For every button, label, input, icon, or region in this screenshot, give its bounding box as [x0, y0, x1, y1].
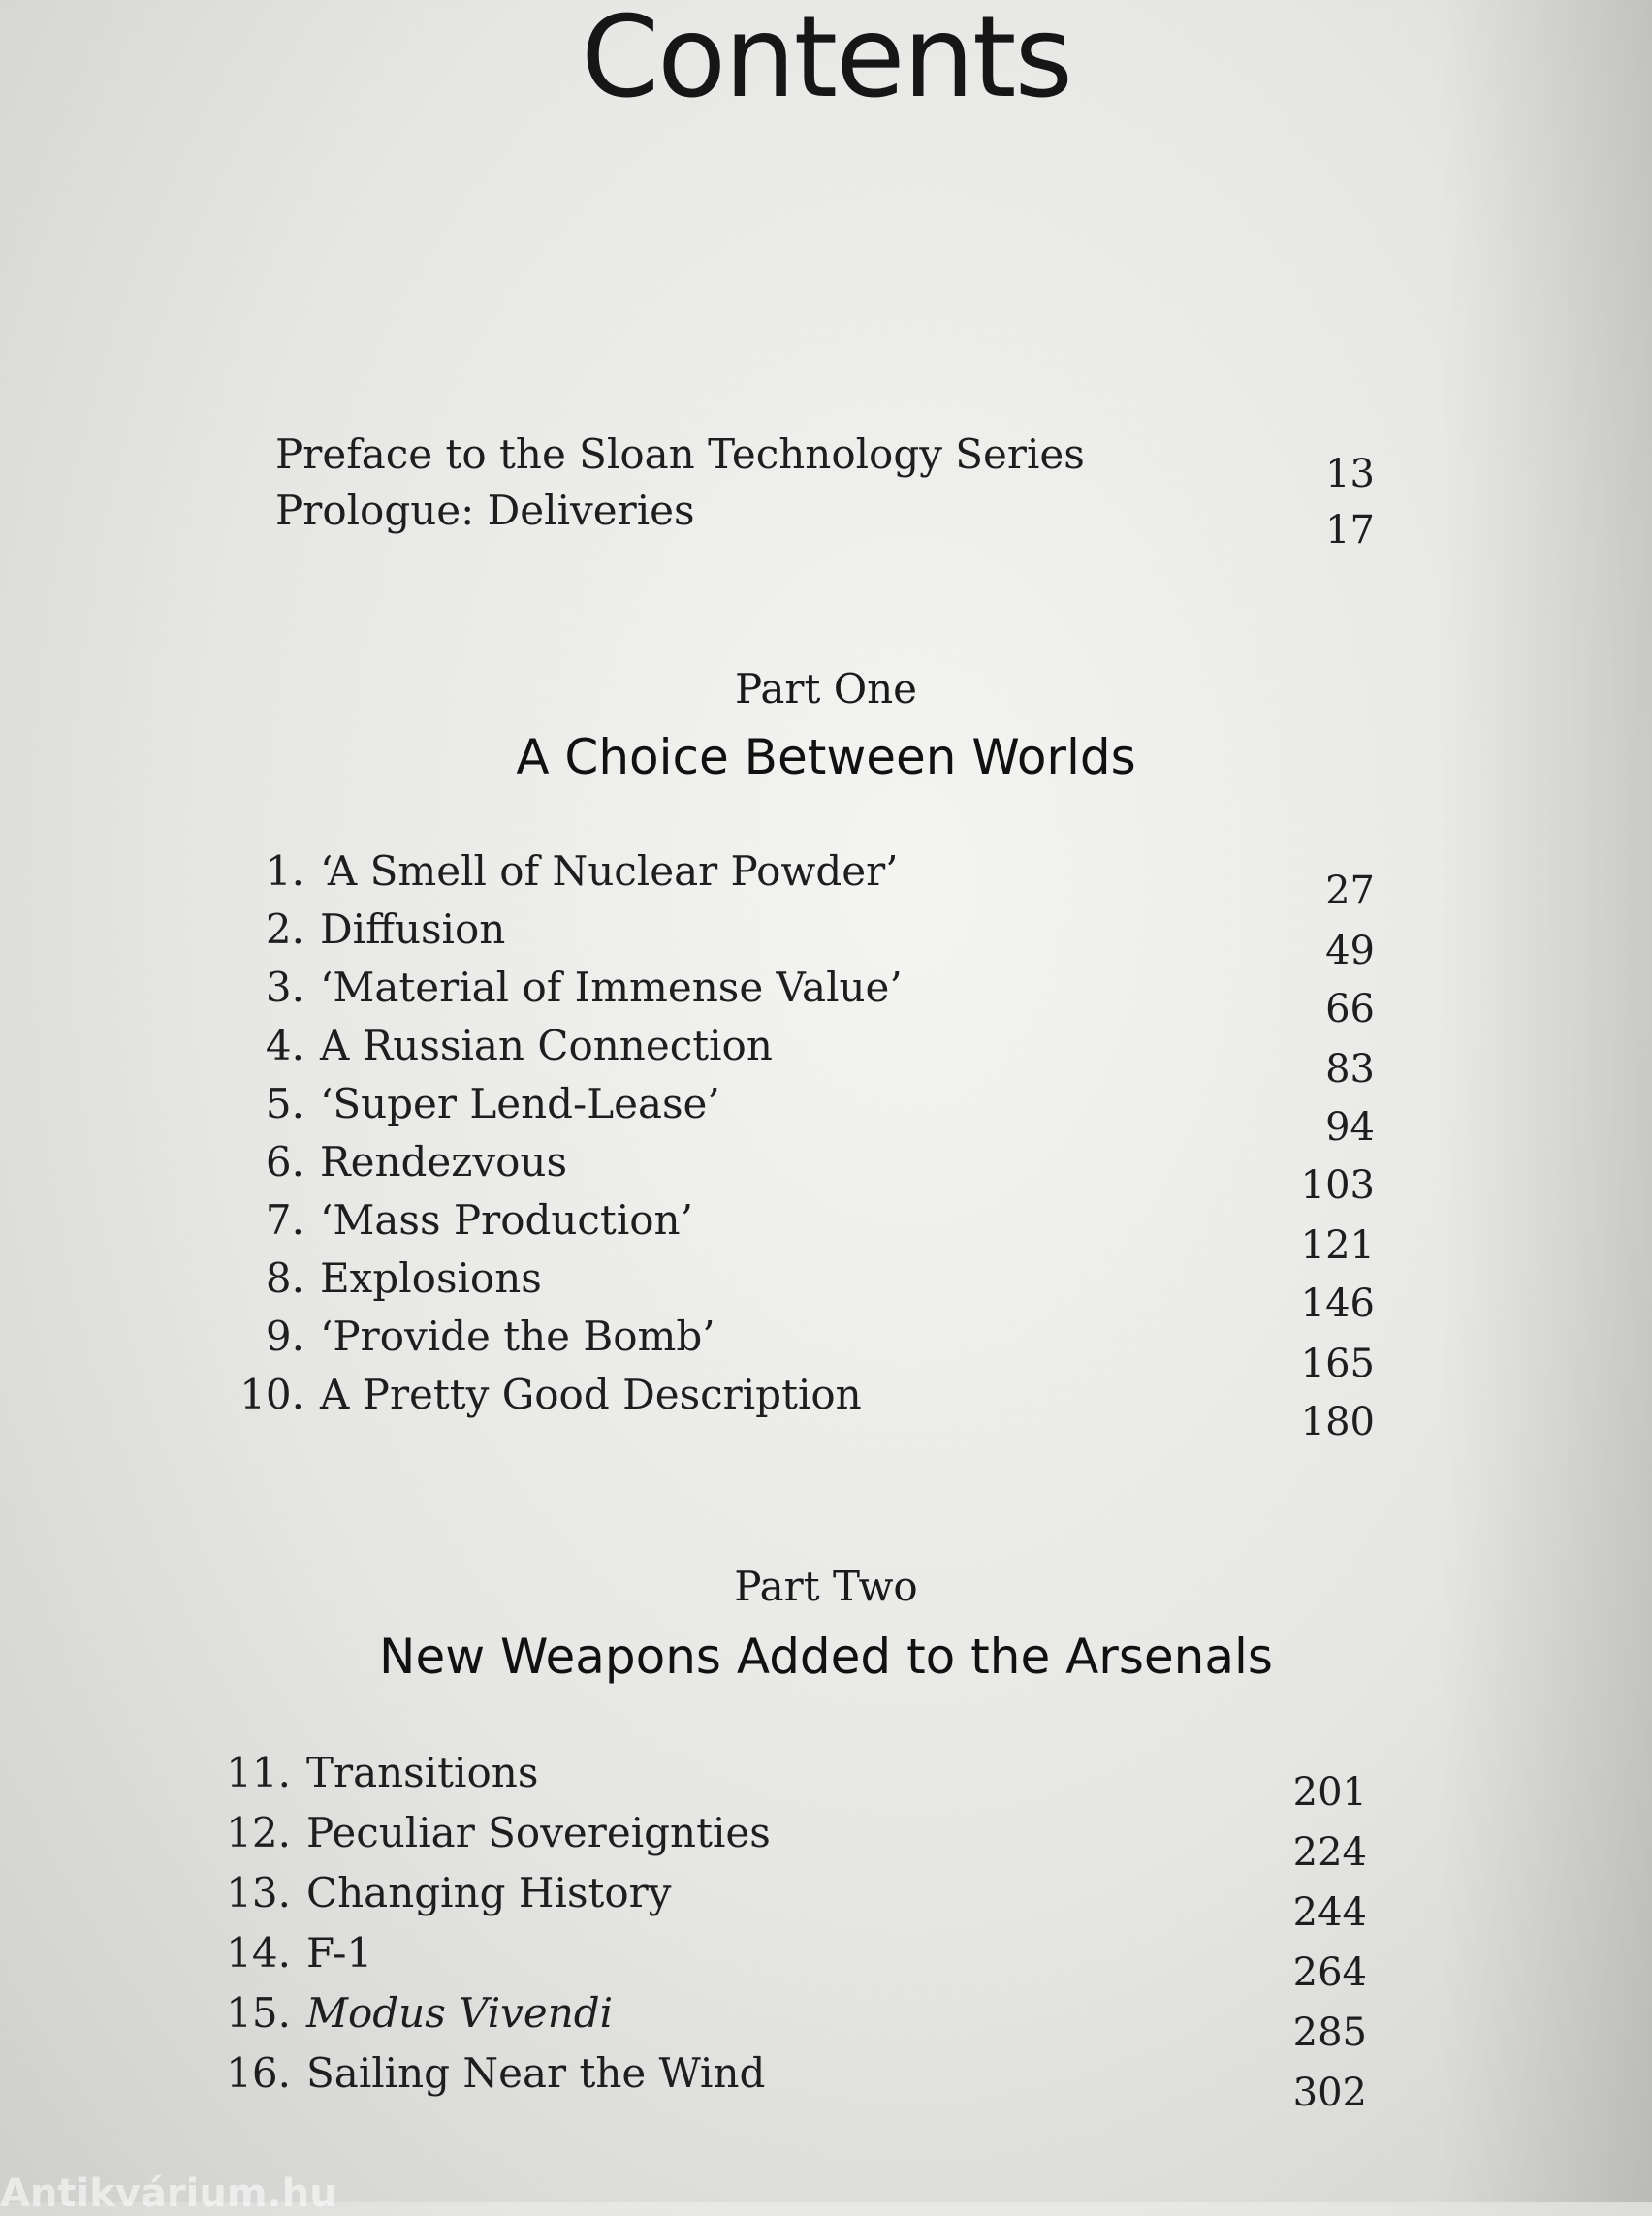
chapter-number: 3.	[265, 964, 304, 1011]
chapter-title: ‘Material of Immense Value’	[320, 964, 903, 1011]
toc-chapter-row	[229, 1080, 720, 1134]
chapter-title: F-1	[306, 1929, 373, 1977]
chapter-title: Changing History	[306, 1869, 672, 1916]
toc-entry-page: 17	[1325, 508, 1375, 553]
chapter-number: 13.	[226, 1869, 291, 1916]
chapter-title: ‘A Smell of Nuclear Powder’	[320, 847, 899, 895]
toc-chapter-row	[229, 1196, 693, 1250]
toc-entry-preface	[275, 430, 1085, 485]
chapter-number: 8.	[265, 1254, 304, 1302]
toc-entry-prologue	[275, 487, 695, 541]
chapter-title: Modus Vivendi	[306, 1989, 614, 2037]
chapter-title: ‘Mass Production’	[320, 1196, 693, 1244]
chapter-page-number: 27	[1325, 869, 1375, 913]
chapter-page-number: 66	[1325, 987, 1375, 1031]
toc-entry-title: Prologue: Deliveries	[275, 487, 695, 534]
part-two-label: Part Two	[734, 1563, 918, 1610]
chapter-number: 9.	[265, 1313, 304, 1360]
chapter-title: Transitions	[306, 1749, 539, 1796]
chapter-title: A Pretty Good Description	[320, 1371, 862, 1418]
toc-chapter-row	[229, 1138, 567, 1192]
chapter-number: 11.	[226, 1749, 291, 1796]
toc-entry-title: Preface to the Sloan Technology Series	[275, 430, 1085, 478]
chapter-page-number: 224	[1292, 1830, 1367, 1875]
chapter-number: 7.	[265, 1196, 304, 1244]
toc-entry-page: 13	[1325, 452, 1375, 496]
chapter-number: 15.	[226, 1989, 291, 2037]
chapter-number: 1.	[265, 847, 304, 895]
chapter-title: Peculiar Sovereignties	[306, 1809, 771, 1856]
chapter-number: 12.	[226, 1809, 291, 1856]
watermark: Antikvárium.hu	[0, 2171, 337, 2216]
chapter-page-number: 264	[1292, 1950, 1367, 1995]
toc-chapter-row	[229, 1022, 773, 1076]
chapter-page-number: 146	[1300, 1282, 1375, 1326]
toc-chapter-row	[229, 1254, 542, 1309]
chapter-page-number: 285	[1292, 2010, 1367, 2055]
chapter-page-number: 165	[1300, 1342, 1375, 1386]
toc-chapter-row	[229, 1313, 715, 1367]
chapter-title: Explosions	[320, 1254, 542, 1302]
chapter-number: 4.	[265, 1022, 304, 1069]
part-one-title: A Choice Between Worlds	[516, 729, 1136, 785]
chapter-title: Diffusion	[320, 905, 506, 953]
chapter-page-number: 94	[1325, 1105, 1375, 1150]
chapter-page-number: 244	[1292, 1890, 1367, 1935]
toc-chapter-row	[229, 1371, 862, 1425]
toc-chapter-row	[215, 2049, 765, 2104]
chapter-number: 16.	[226, 2049, 291, 2097]
chapter-number: 5.	[265, 1080, 304, 1127]
chapter-title: Rendezvous	[320, 1138, 568, 1186]
chapter-page-number: 201	[1292, 1770, 1367, 1815]
part-two-title: New Weapons Added to the Arsenals	[379, 1629, 1273, 1685]
page-title: Contents	[581, 0, 1071, 123]
toc-chapter-row	[215, 1809, 771, 1863]
page-shadow	[1439, 0, 1652, 2202]
chapter-number: 10.	[239, 1371, 304, 1418]
chapter-title: Sailing Near the Wind	[306, 2049, 766, 2097]
chapter-page-number: 83	[1325, 1047, 1375, 1092]
chapter-page-number: 180	[1300, 1400, 1375, 1444]
chapter-number: 6.	[265, 1138, 304, 1186]
chapter-number: 14.	[226, 1929, 291, 1977]
chapter-page-number: 103	[1300, 1163, 1375, 1208]
toc-chapter-row	[229, 847, 899, 902]
chapter-title: ‘Provide the Bomb’	[320, 1313, 715, 1360]
chapter-page-number: 49	[1325, 929, 1375, 973]
chapter-page-number: 302	[1292, 2071, 1367, 2115]
chapter-title: ‘Super Lend-Lease’	[320, 1080, 720, 1127]
toc-chapter-row	[229, 964, 903, 1018]
part-one-label: Part One	[734, 665, 918, 712]
toc-chapter-row	[215, 1749, 538, 1803]
toc-chapter-row	[215, 1989, 613, 2043]
chapter-number: 2.	[265, 905, 304, 953]
chapter-title: A Russian Connection	[320, 1022, 773, 1069]
toc-chapter-row	[215, 1869, 671, 1923]
toc-chapter-row	[215, 1929, 372, 1983]
chapter-page-number: 121	[1300, 1223, 1375, 1268]
toc-chapter-row	[229, 905, 505, 960]
